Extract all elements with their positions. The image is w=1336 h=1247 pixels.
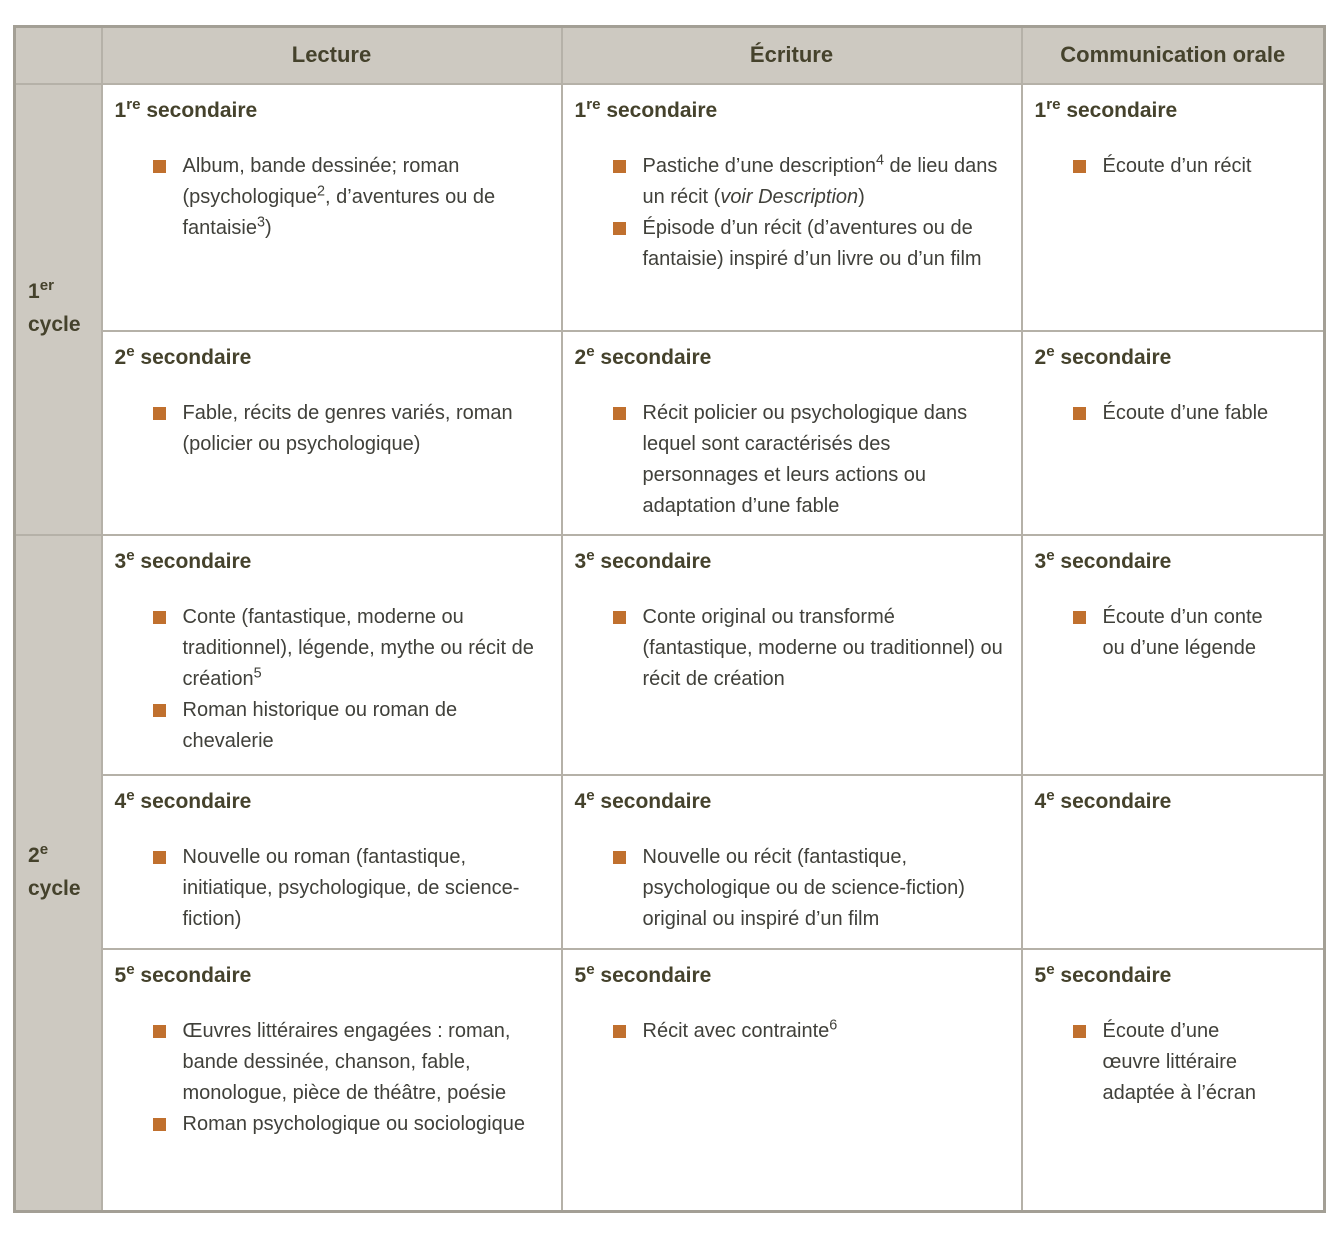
list-item <box>1073 151 1310 182</box>
bullet-list <box>1073 1016 1310 1109</box>
ecriture-cell-grade-4 <box>562 775 1022 949</box>
list-item <box>613 842 1007 935</box>
bullet-square-icon <box>1073 611 1086 624</box>
lecture-cell-grade-2 <box>102 331 562 535</box>
bullet-square-icon <box>153 1025 166 1038</box>
table-body <box>15 84 1325 1212</box>
bullet-list <box>1073 398 1310 429</box>
curriculum-table <box>13 25 1326 1213</box>
list-item <box>1073 398 1310 429</box>
bullet-square-icon <box>153 1118 166 1131</box>
bullet-square-icon <box>613 160 626 173</box>
table-row <box>15 535 1325 775</box>
grade-heading: 4e secondaire <box>574 786 712 813</box>
list-item <box>613 213 1007 275</box>
list-item-text: Roman historique ou roman de chevalerie <box>182 698 458 752</box>
list-item <box>613 398 1007 522</box>
grade-heading: 5e secondaire <box>574 960 712 987</box>
lecture-cell-grade-3 <box>102 535 562 775</box>
ecriture-cell-grade-2 <box>562 331 1022 535</box>
bullet-square-icon <box>153 851 166 864</box>
ecriture-cell-grade-1 <box>562 84 1022 331</box>
grade-heading: 1re secondaire <box>1034 95 1178 122</box>
bullet-list <box>153 602 547 757</box>
bullet-square-icon <box>613 407 626 420</box>
bullet-list <box>613 842 1007 935</box>
bullet-square-icon <box>153 407 166 420</box>
bullet-square-icon <box>613 851 626 864</box>
cycle-label-1: 1er cycle <box>15 84 102 535</box>
bullet-square-icon <box>153 160 166 173</box>
list-item <box>153 151 547 244</box>
list-item-text: Conte original ou transformé (fantastique, moderne ou traditionnel) ou récit de création <box>642 605 1003 690</box>
bullet-square-icon <box>153 611 166 624</box>
bullet-square-icon <box>613 1025 626 1038</box>
list-item <box>613 602 1007 695</box>
grade-heading: 4e secondaire <box>1034 786 1172 813</box>
grade-heading: 1re secondaire <box>114 95 258 122</box>
bullet-list <box>613 1016 1007 1047</box>
cycle-label-2: 2e cycle <box>15 535 102 1212</box>
table-row <box>15 84 1325 331</box>
column-header-lecture: Lecture <box>102 27 562 84</box>
list-item-text: Écoute d’un récit <box>1102 154 1252 177</box>
table-row <box>15 331 1325 535</box>
orale-cell-grade-2 <box>1022 331 1325 535</box>
list-item <box>613 151 1007 213</box>
list-item-text: Nouvelle ou roman (fantastique, initiatique, psychologique, de science-fiction) <box>182 845 520 930</box>
grade-heading: 5e secondaire <box>1034 960 1172 987</box>
list-item <box>153 398 547 460</box>
list-item-text: Pastiche d’une description$^4$ de lieu dans un récit (voir Description) <box>642 152 998 208</box>
bullet-square-icon <box>1073 1025 1086 1038</box>
lecture-cell-grade-1 <box>102 84 562 331</box>
corner-cell <box>15 27 102 84</box>
list-item <box>153 1109 547 1140</box>
bullet-square-icon <box>153 704 166 717</box>
header-row <box>15 27 1325 84</box>
list-item-text: Nouvelle ou récit (fantastique, psychologique ou de science-fiction) original ou inspiré d’un film <box>642 845 965 930</box>
bullet-list <box>613 398 1007 522</box>
grade-heading: 2e secondaire <box>574 342 712 369</box>
grade-heading: 4e secondaire <box>114 786 252 813</box>
table-row <box>15 775 1325 949</box>
column-header-ecriture: Écriture <box>562 27 1022 84</box>
bullet-list <box>153 1016 547 1140</box>
list-item <box>153 842 547 935</box>
grade-heading: 1re secondaire <box>574 95 718 122</box>
column-header-communication-orale: Communication orale <box>1022 27 1325 84</box>
bullet-list <box>153 151 547 244</box>
lecture-cell-grade-4 <box>102 775 562 949</box>
list-item <box>1073 1016 1310 1109</box>
orale-cell-grade-3 <box>1022 535 1325 775</box>
orale-cell-grade-5 <box>1022 949 1325 1212</box>
ecriture-cell-grade-5 <box>562 949 1022 1212</box>
list-item <box>613 1016 1007 1047</box>
list-item <box>153 602 547 695</box>
list-item-text: Récit avec contrainte$^6$ <box>642 1017 838 1042</box>
list-item-text: Écoute d’une œuvre littéraire adaptée à l’écran <box>1102 1019 1256 1104</box>
bullet-list <box>1073 151 1310 182</box>
list-item-text: Œuvres littéraires engagées : roman, bande dessinée, chanson, fable, monologue, pièce de théâtre, poésie <box>182 1019 511 1104</box>
bullet-list <box>153 398 547 460</box>
bullet-square-icon <box>613 611 626 624</box>
bullet-list <box>153 842 547 935</box>
list-item-text: Roman psychologique ou sociologique <box>182 1112 525 1135</box>
grade-heading: 3e secondaire <box>114 546 252 573</box>
list-item-text: Épisode d’un récit (d’aventures ou de fantaisie) inspiré d’un livre ou d’un film <box>642 216 982 270</box>
list-item-text: Écoute d’un conte ou d’une légende <box>1102 605 1263 659</box>
grade-heading: 3e secondaire <box>1034 546 1172 573</box>
grade-heading: 2e secondaire <box>114 342 252 369</box>
table-row <box>15 949 1325 1212</box>
list-item <box>1073 602 1310 664</box>
grade-heading: 5e secondaire <box>114 960 252 987</box>
bullet-list <box>613 151 1007 275</box>
lecture-cell-grade-5 <box>102 949 562 1212</box>
bullet-list <box>613 602 1007 695</box>
grade-heading: 2e secondaire <box>1034 342 1172 369</box>
list-item-text: Album, bande dessinée; roman (psychologique$^2$, d’aventures ou de fantaisie$^3$) <box>182 154 496 239</box>
bullet-list <box>1073 602 1310 664</box>
bullet-square-icon <box>1073 407 1086 420</box>
list-item-text: Conte (fantastique, moderne ou traditionnel), légende, mythe ou récit de création$^5$ <box>182 605 534 690</box>
bullet-square-icon <box>1073 160 1086 173</box>
list-item <box>153 695 547 757</box>
list-item <box>153 1016 547 1109</box>
ecriture-cell-grade-3 <box>562 535 1022 775</box>
list-item-text: Récit policier ou psychologique dans lequel sont caractérisés des personnages et leurs actions ou adaptation d’une fable <box>642 401 968 517</box>
grade-heading: 3e secondaire <box>574 546 712 573</box>
list-item-text: Écoute d’une fable <box>1102 401 1269 424</box>
orale-cell-grade-4 <box>1022 775 1325 949</box>
orale-cell-grade-1 <box>1022 84 1325 331</box>
list-item-text: Fable, récits de genres variés, roman (policier ou psychologique) <box>182 401 513 455</box>
bullet-square-icon <box>613 222 626 235</box>
